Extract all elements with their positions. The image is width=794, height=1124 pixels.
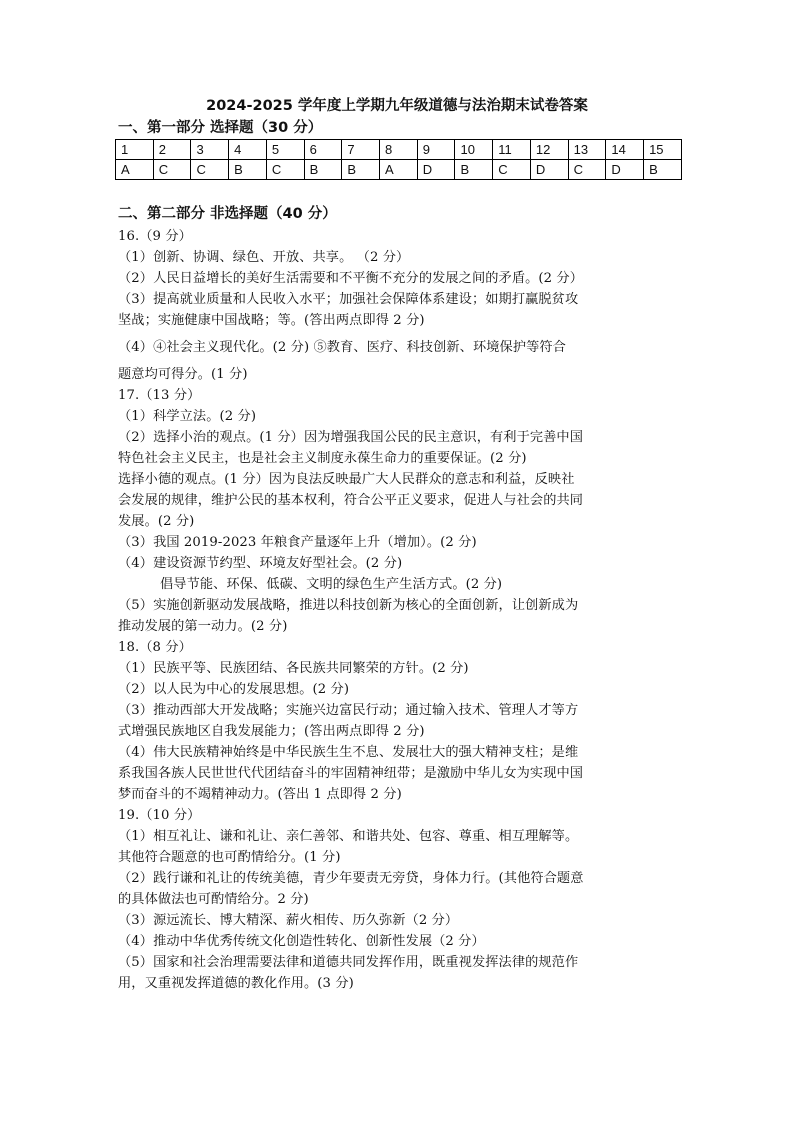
answer-line: 特色社会主义民主，也是社会主义制度永葆生命力的重要保证。(2 分)	[118, 451, 527, 466]
answer-line: 倡导节能、环保、低碳、文明的绿色生产生活方式。(2 分)	[160, 577, 503, 592]
question-number-cell: 5	[266, 140, 304, 160]
answer-line: （3）源远流长、博大精深、薪火相传、历久弥新（2 分）	[118, 913, 459, 928]
question-heading: 19.（10 分）	[118, 808, 201, 823]
question-number-cell: 3	[191, 140, 229, 160]
answer-cell: B	[455, 160, 493, 180]
question-number-cell: 9	[417, 140, 455, 160]
answer-line: 会发展的规律，维护公民的基本权利，符合公平正义要求，促进人与社会的共同	[118, 493, 584, 508]
question-number-row	[116, 140, 682, 160]
question-number-cell: 4	[229, 140, 267, 160]
question-number-cell: 1	[116, 140, 154, 160]
answer-cell: B	[644, 160, 682, 180]
question-number-cell: 13	[568, 140, 606, 160]
answer-line: （5）实施创新驱动发展战略，推进以科技创新为核心的全面创新，让创新成为	[118, 598, 579, 613]
answer-line: （4）推动中华优秀传统文化创造性转化、创新性发展（2 分）	[118, 934, 485, 949]
question-number-cell: 8	[380, 140, 418, 160]
answer-line: （1）民族平等、民族团结、各民族共同繁荣的方针。(2 分)	[118, 661, 469, 676]
answer-cell: C	[266, 160, 304, 180]
answer-line: 坚战；实施健康中国战略；等。(答出两点即得 2 分)	[118, 313, 425, 328]
question-number-cell: 7	[342, 140, 380, 160]
question-heading: 18.（8 分）	[118, 640, 192, 655]
question-number-cell: 6	[304, 140, 342, 160]
answer-cell: B	[304, 160, 342, 180]
answer-cell: D	[530, 160, 568, 180]
answer-line: （2）人民日益增长的美好生活需要和不平衡不充分的发展之间的矛盾。(2 分）	[118, 271, 584, 286]
answer-line: 其他符合题意的也可酌情给分。(1 分)	[118, 850, 341, 865]
answer-line: （5）国家和社会治理需要法律和道德共同发挥作用，既重视发挥法律的规范作	[118, 955, 579, 970]
answer-line: （4）伟大民族精神始终是中华民族生生不息、发展壮大的强大精神支柱；是维	[118, 745, 579, 760]
answer-line: 选择小德的观点。(1 分）因为良法反映最广大人民群众的意志和利益，反映社	[118, 472, 575, 487]
answer-line: 题意均可得分。(1 分)	[118, 367, 248, 382]
question-heading: 16.（9 分）	[118, 229, 192, 244]
answer-cell: C	[191, 160, 229, 180]
part1-heading: 一、第一部分 选择题（30 分）	[118, 120, 323, 136]
answer-cell: B	[229, 160, 267, 180]
answer-line: （2）以人民为中心的发展思想。(2 分)	[118, 682, 350, 697]
answer-line: （3）提高就业质量和人民收入水平；加强社会保障体系建设；如期打赢脱贫攻	[118, 292, 579, 307]
answer-line: 式增强民族地区自我发展能力；(答出两点即得 2 分)	[118, 724, 425, 739]
part2-heading: 二、第二部分 非选择题（40 分）	[118, 206, 337, 222]
answer-line: （4）④社会主义现代化。(2 分) ⑤教育、医疗、科技创新、环境保护等符合	[118, 340, 566, 355]
answer-cell: A	[380, 160, 418, 180]
question-number-cell: 14	[606, 140, 644, 160]
question-heading: 17.（13 分）	[118, 388, 201, 403]
answer-cell: C	[568, 160, 606, 180]
document-title: 2024-2025 学年度上学期九年级道德与法治期末试卷答案	[206, 98, 588, 114]
answer-line: 推动发展的第一动力。(2 分)	[118, 619, 288, 634]
answer-line: （4）建设资源节约型、环境友好型社会。(2 分)	[118, 556, 403, 571]
answer-cell: C	[493, 160, 531, 180]
answer-line: 梦而奋斗的不竭精神动力。(答出 1 点即得 2 分)	[118, 787, 402, 802]
answer-line: （2）践行谦和礼让的传统美德，青少年要责无旁贷，身体力行。(其他符合题意	[118, 871, 584, 886]
answer-cell: A	[116, 160, 154, 180]
answer-line: （1）科学立法。(2 分)	[118, 409, 257, 424]
question-number-cell: 11	[493, 140, 531, 160]
question-number-cell: 15	[644, 140, 682, 160]
answer-line: 系我国各族人民世世代代团结奋斗的牢固精神纽带；是激励中华儿女为实现中国	[118, 766, 584, 781]
answer-row	[116, 160, 682, 180]
answer-text-block	[118, 226, 688, 994]
answer-line: （3）我国 2019-2023 年粮食产量逐年上升（增加）。(2 分)	[118, 535, 477, 550]
answer-line: 发展。(2 分)	[118, 514, 195, 529]
answer-line: （2）选择小治的观点。(1 分）因为增强我国公民的民主意识，有利于完善中国	[118, 430, 584, 445]
answer-line: （1）相互礼让、谦和礼让、亲仁善邻、和谐共处、包容、尊重、相互理解等。	[118, 829, 579, 844]
answer-cell: D	[606, 160, 644, 180]
answer-line: 的具体做法也可酌情给分。2 分)	[118, 892, 309, 907]
question-number-cell: 10	[455, 140, 493, 160]
question-number-cell: 2	[153, 140, 191, 160]
answer-line: （3）推动西部大开发战略；实施兴边富民行动；通过输入技术、管理人才等方	[118, 703, 579, 718]
answer-cell: B	[342, 160, 380, 180]
answer-cell: D	[417, 160, 455, 180]
choice-answer-table	[115, 139, 682, 180]
answer-cell: C	[153, 160, 191, 180]
answer-line: （1）创新、协调、绿色、开放、共享。 （2 分）	[118, 250, 410, 265]
answer-line: 用，又重视发挥道德的教化作用。(3 分)	[118, 976, 354, 991]
question-number-cell: 12	[530, 140, 568, 160]
